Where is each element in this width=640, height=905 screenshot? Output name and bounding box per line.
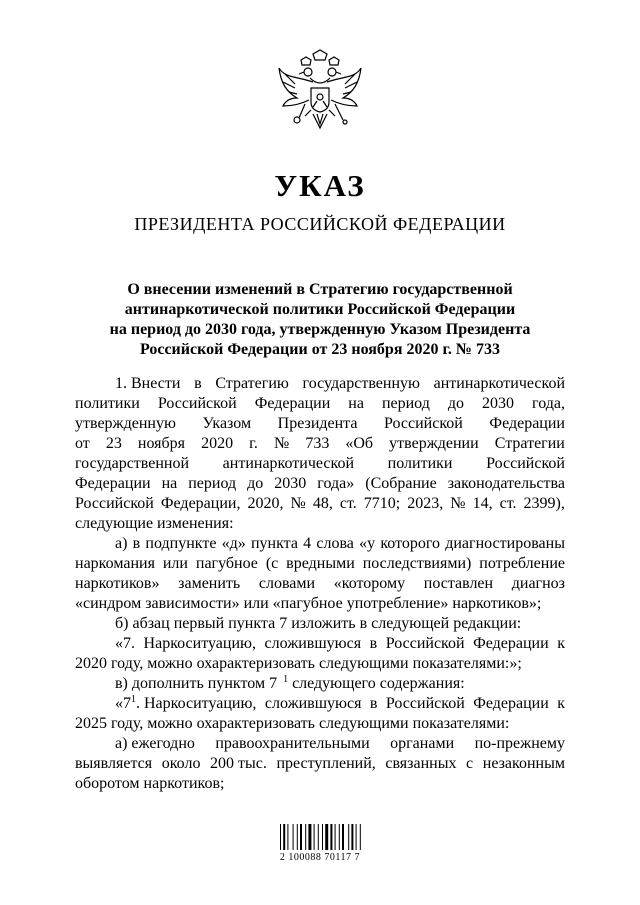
barcode xyxy=(272,818,368,878)
heading-line: Российской Федерации от 23 ноября 2020 г. № 733 xyxy=(139,341,501,358)
document-heading xyxy=(70,280,570,360)
body-word: «$7^1$. Наркоситуацию, xyxy=(115,694,257,712)
body-word: № xyxy=(290,495,306,512)
body-word: Стратегию xyxy=(215,375,289,392)
body-word: на xyxy=(161,475,178,492)
body-word: до xyxy=(247,475,264,492)
body-word: Президента xyxy=(277,415,358,432)
body-word: г. xyxy=(249,435,258,452)
heading-line: на период до 2030 года, утвержденную Указом Президента xyxy=(109,321,531,338)
body-word: сложившуюся xyxy=(264,695,362,712)
body-word: политики xyxy=(387,455,453,472)
barcode-bar xyxy=(318,824,319,850)
barcode-bar xyxy=(314,824,315,850)
barcode-bar xyxy=(293,824,294,850)
body-word: 2399), xyxy=(523,495,565,512)
barcode-bar xyxy=(280,824,281,850)
document-subtitle: ПРЕЗИДЕНТА РОССИЙСКОЙ ФЕДЕРАЦИИ xyxy=(134,214,506,234)
body-word: преступлений, xyxy=(276,755,376,772)
body-word: от xyxy=(75,435,90,452)
body-word: или xyxy=(162,555,188,572)
body-text-part: следующего содержания: xyxy=(288,675,465,692)
body-word: (с xyxy=(265,555,279,572)
barcode-number: 2 100088 70117 7 xyxy=(279,852,361,863)
body-line xyxy=(75,534,565,554)
body-line xyxy=(75,694,565,714)
body-word: выявляется xyxy=(75,755,153,772)
barcode-bar xyxy=(351,824,353,850)
body-word: незаконным xyxy=(482,755,565,772)
body-word: вредными xyxy=(286,555,355,572)
body-word: до xyxy=(447,395,465,412)
body-word: правоохранительными xyxy=(215,735,370,752)
body-word: по-прежнему xyxy=(474,735,565,752)
barcode-bar xyxy=(297,824,298,850)
body-word: 2020 xyxy=(201,435,234,452)
body-word: наркомания xyxy=(75,555,155,572)
barcode-bar xyxy=(339,824,340,850)
body-word: № xyxy=(450,495,466,512)
body-word: 2023, xyxy=(407,495,444,512)
body-word: «у xyxy=(359,535,376,552)
body-line xyxy=(75,574,565,594)
body-text: б) абзац первый пункта 7 изложить в следующей редакции: xyxy=(115,615,522,632)
body-word: Российской xyxy=(75,495,154,512)
body-word: «которому xyxy=(333,575,406,592)
body-word: ст. xyxy=(339,495,357,512)
body-word: Федерации xyxy=(75,475,151,492)
body-word: утверждении xyxy=(389,435,479,452)
body-text: 2020 году, можно охарактеризовать следующими показателями:»; xyxy=(75,655,522,672)
body-word: антинаркотической xyxy=(222,455,355,472)
barcode-bar xyxy=(348,824,349,850)
body-word: а) xyxy=(115,535,128,552)
body-word: слова xyxy=(316,535,354,552)
body-line xyxy=(75,414,565,434)
body-word: Российской xyxy=(157,395,237,412)
barcode-bar xyxy=(356,824,357,850)
body-word: наркотиков» xyxy=(75,575,160,592)
body-word: Федерации xyxy=(489,415,565,432)
body-word: Российской xyxy=(486,455,565,472)
body-text: следующие изменения: xyxy=(75,515,234,532)
body-word: 2030 xyxy=(274,475,307,492)
body-word: 7710; xyxy=(363,495,401,512)
barcode-bar xyxy=(335,824,336,850)
barcode-bar xyxy=(287,824,288,850)
body-word: «7. xyxy=(115,635,135,652)
body-line xyxy=(75,474,565,494)
body-line xyxy=(75,674,565,694)
document-title: УКАЗ xyxy=(274,168,366,203)
body-word: Наркоситуацию, xyxy=(143,635,256,652)
body-word: период xyxy=(188,475,237,492)
body-word: около xyxy=(161,755,201,772)
body-word: Российской xyxy=(385,635,465,652)
body-text-part: в) дополнить пунктом 7 xyxy=(115,675,278,692)
body-word: 14, xyxy=(472,495,493,512)
body-line xyxy=(75,494,565,514)
body-line xyxy=(75,514,565,534)
body-word: 733 xyxy=(305,435,330,452)
body-word: Российской xyxy=(384,415,463,432)
body-line xyxy=(75,634,565,654)
body-text xyxy=(115,674,471,694)
body-word: к xyxy=(557,695,565,712)
body-word: потребление xyxy=(479,555,565,572)
body-line xyxy=(75,714,565,734)
body-word: антинаркотической xyxy=(433,375,565,392)
body-word: № xyxy=(273,435,290,452)
coat-of-arms-emblem xyxy=(275,48,365,140)
body-word: Стратегии xyxy=(494,435,565,452)
document-body xyxy=(75,374,565,794)
superscript: 1 xyxy=(131,694,136,705)
body-word: Федерации, xyxy=(160,495,241,512)
body-word: 1. Внести xyxy=(115,375,181,392)
heading-line: антинаркотической политики Российской Федерации xyxy=(124,301,516,318)
body-word: 2020, xyxy=(247,495,284,512)
body-word: 4 xyxy=(303,535,312,552)
body-line xyxy=(75,394,565,414)
body-word: период xyxy=(381,395,430,412)
barcode-bar xyxy=(360,824,361,850)
body-word: 23 xyxy=(105,435,122,452)
body-word: государственную xyxy=(302,375,420,392)
barcode-bar xyxy=(305,824,306,850)
body-line xyxy=(75,614,565,634)
body-word: словами xyxy=(258,575,316,592)
barcode-bar xyxy=(308,824,311,850)
body-word: (Собрание xyxy=(365,475,437,492)
body-word: в xyxy=(369,635,378,652)
barcode-bar xyxy=(330,824,332,850)
body-line xyxy=(75,774,565,794)
body-line xyxy=(75,654,565,674)
body-word: диагностированы xyxy=(445,535,565,552)
body-word: а) ежегодно xyxy=(115,735,195,752)
body-word: Российской xyxy=(385,695,465,712)
barcode-bar xyxy=(283,824,285,850)
barcode-bar xyxy=(325,824,328,850)
body-word: 48, xyxy=(312,495,333,512)
body-word: 2030 xyxy=(482,395,515,412)
body-word: пункта xyxy=(250,535,298,552)
body-text: 2025 году, можно охарактеризовать следующими показателями: xyxy=(75,715,510,732)
body-word: на xyxy=(348,395,364,412)
body-line xyxy=(75,754,565,774)
body-word: Указом xyxy=(202,415,252,432)
body-word: года» xyxy=(317,475,355,492)
body-word: 200 тыс. xyxy=(210,755,267,772)
body-word: заменить xyxy=(178,575,241,592)
body-line xyxy=(75,374,565,394)
body-word: пагубное xyxy=(195,555,258,572)
body-word: органами xyxy=(390,735,455,752)
body-word: в xyxy=(369,695,378,712)
body-word: в xyxy=(194,375,202,392)
body-word: диагноз xyxy=(511,575,565,592)
body-word: Федерации xyxy=(473,695,549,712)
body-line xyxy=(75,594,565,614)
body-word: подпункте xyxy=(145,535,217,552)
body-word: ноября xyxy=(137,435,186,452)
body-word: законодательства xyxy=(447,475,565,492)
body-word: которого xyxy=(380,535,441,552)
body-word: политики xyxy=(75,395,140,412)
body-word: связанных xyxy=(385,755,457,772)
body-word: года, xyxy=(532,395,565,412)
body-word: Федерации xyxy=(473,635,549,652)
body-line xyxy=(75,734,565,754)
body-word: ст. xyxy=(499,495,517,512)
body-word: государственной xyxy=(75,455,190,472)
body-word: утвержденную xyxy=(75,415,176,432)
body-line xyxy=(75,434,565,454)
superscript: 1 xyxy=(283,674,289,685)
barcode-bar xyxy=(300,824,302,850)
barcode-bar xyxy=(322,824,323,850)
body-word: Федерации xyxy=(254,395,331,412)
body-word: поставлен xyxy=(423,575,494,592)
body-word: с xyxy=(466,755,474,772)
heading-line: О внесении изменений в Стратегию государственной xyxy=(127,281,513,298)
body-word: «Об xyxy=(345,435,374,452)
body-word: к xyxy=(557,635,565,652)
body-word: «д» xyxy=(221,535,246,552)
body-word: в xyxy=(132,535,141,552)
body-line xyxy=(75,454,565,474)
barcode-bar xyxy=(342,824,344,850)
body-word: сложившуюся xyxy=(264,635,362,652)
body-text: «синдром зависимости» или «пагубное употребление» наркотиков»; xyxy=(75,595,542,612)
body-line xyxy=(75,554,565,574)
body-text: оборотом наркотиков; xyxy=(75,775,225,792)
body-word: последствиями) xyxy=(362,555,472,572)
